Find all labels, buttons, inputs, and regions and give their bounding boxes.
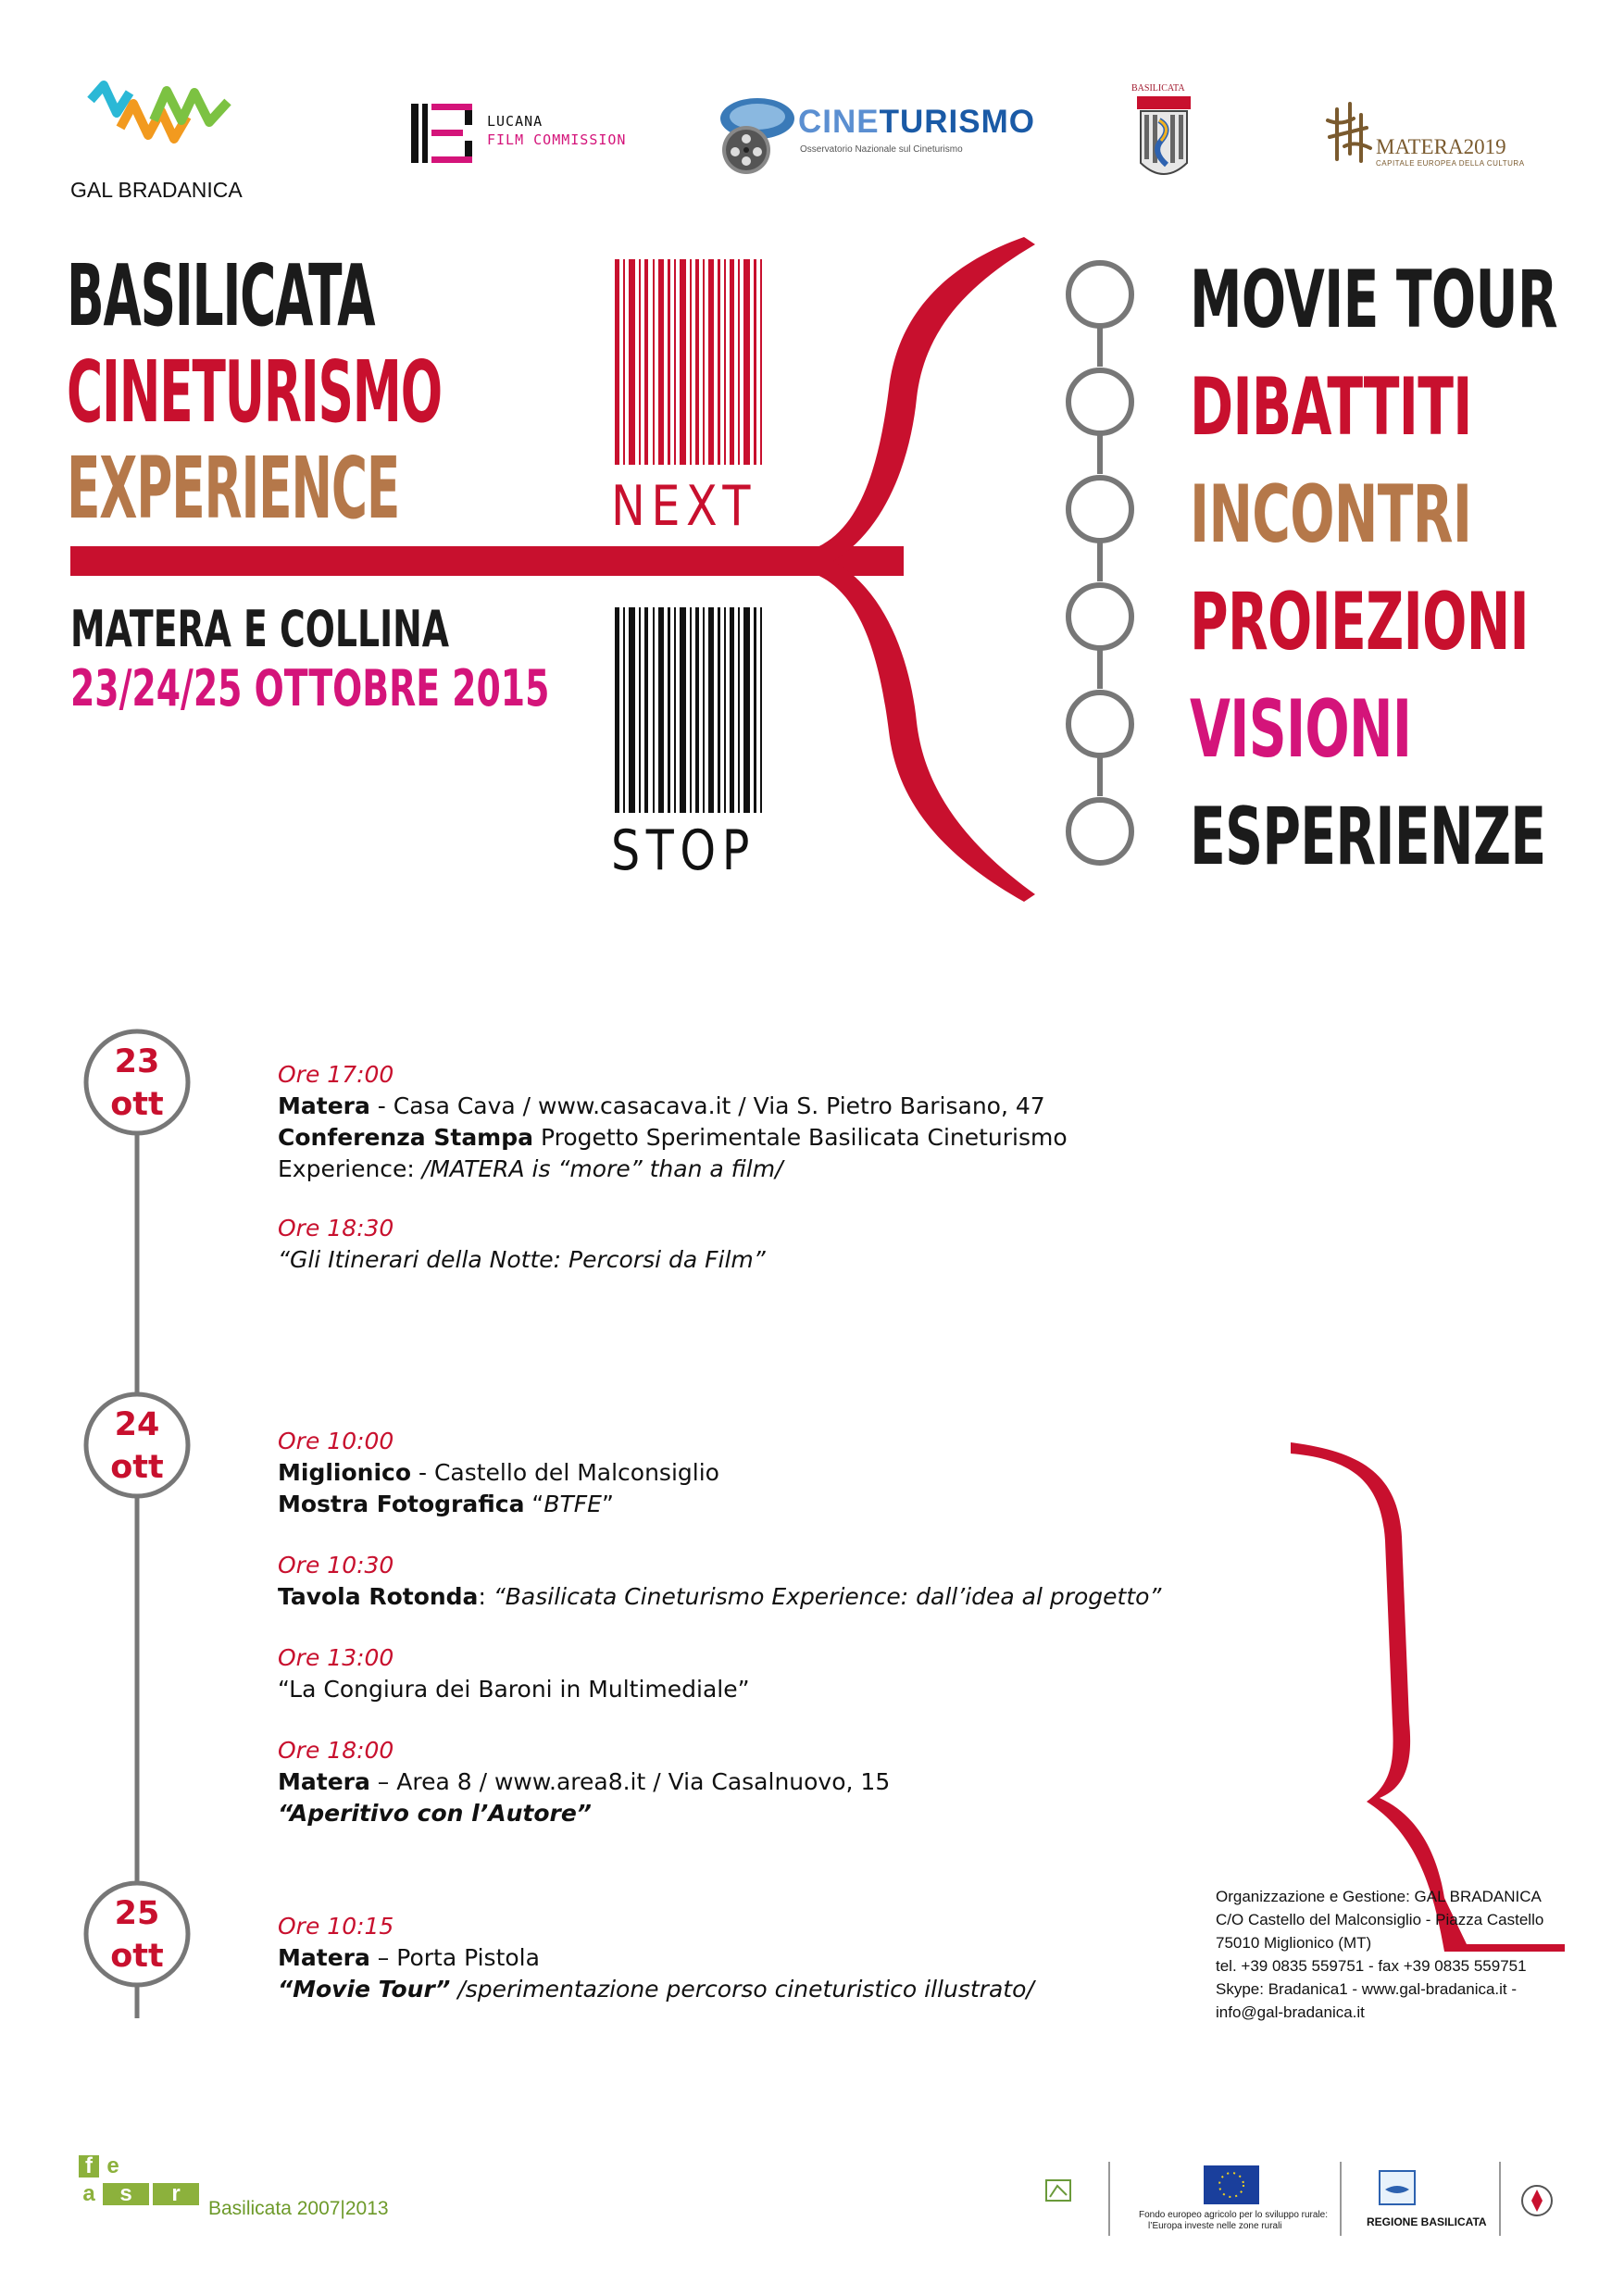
event-time: Ore 10:30	[278, 1552, 394, 1578]
eu-fund-text-2: l’Europa investe nelle zone rurali	[1148, 2221, 1282, 2231]
event-title-line	[278, 1122, 1068, 1154]
event-title-rest: Progetto Sperimentale Basilicata Cineturismo	[533, 1124, 1068, 1151]
event-sep: :	[478, 1583, 493, 1610]
event-time: Ore 17:00	[278, 1061, 394, 1088]
matera-title-a: MATERA	[1376, 135, 1464, 158]
cineturismo-title-a: CINE	[798, 104, 880, 140]
event-18-30	[278, 1213, 766, 1276]
event-place: Miglionico	[278, 1459, 412, 1486]
event-text: “Basilicata Cineturismo Experience: dall’idea al progetto”	[493, 1583, 1162, 1610]
eu-fund-text-1: Fondo europeo agricolo per lo sviluppo rurale:	[1139, 2210, 1329, 2220]
red-brace-bottom	[1291, 1442, 1565, 1952]
event-10-30	[278, 1550, 1161, 1613]
event-18-00	[278, 1735, 890, 1829]
feasr-letter-a: a	[79, 2183, 99, 2205]
event-place: Matera	[278, 1768, 370, 1795]
feasr-letter-r: r	[153, 2183, 199, 2205]
day-23-month: ott	[110, 1086, 164, 1123]
day-25-num: 25	[114, 1895, 160, 1932]
event-title-line	[278, 1489, 719, 1520]
next-label: NEXT	[611, 474, 757, 539]
title-experience: EXPERIENCE	[67, 439, 400, 538]
basilicata-crest-text: BASILICATA	[1131, 83, 1185, 94]
event-place-line	[278, 1457, 719, 1489]
contact-line: info@gal-bradanica.it	[1216, 2003, 1365, 2021]
day-24	[81, 1404, 193, 1489]
event-title: Tavola Rotonda	[278, 1583, 479, 1610]
leader-icon	[1046, 2180, 1070, 2201]
menu-incontri: INCONTRI	[1190, 468, 1472, 561]
event-place-rest: – Porta Pistola	[369, 1944, 540, 1971]
title-basilicata: BASILICATA	[67, 246, 375, 345]
timeline	[86, 1031, 188, 2018]
contact-line: 75010 Miglionico (MT)	[1216, 1934, 1372, 1952]
barcode-next	[615, 259, 762, 465]
day-23-num: 23	[114, 1043, 160, 1080]
event-17-00	[278, 1059, 1068, 1185]
location-text: MATERA E COLLINA	[70, 600, 450, 658]
contact-block	[1216, 1885, 1543, 2024]
barcode-stop	[615, 607, 762, 813]
event-title: Mostra Fotografica	[278, 1491, 525, 1517]
menu-movie-tour: MOVIE TOUR	[1190, 254, 1557, 346]
event-line3-b: /MATERA is “more” than a film/	[421, 1155, 783, 1182]
feasr-letter-s: s	[103, 2183, 149, 2205]
contact-line: Organizzazione e Gestione: GAL BRADANICA	[1216, 1888, 1542, 1905]
event-line3	[278, 1154, 1068, 1185]
menu-esperienze: ESPERIENZE	[1190, 791, 1546, 883]
event-title-line	[278, 1581, 1161, 1613]
event-title: Conferenza Stampa	[278, 1124, 534, 1151]
event-place-line	[278, 1942, 1034, 1974]
event-10-15	[278, 1911, 1034, 2005]
title-cineturismo: CINETURISMO	[67, 343, 442, 442]
feasr-letter-e: e	[103, 2155, 123, 2177]
feasr-caption: Basilicata 2007|2013	[208, 2198, 389, 2219]
event-place-rest: - Castello del Malconsiglio	[411, 1459, 719, 1486]
eu-footer-logos	[1037, 2152, 1555, 2238]
eu-flag-icon	[1204, 2165, 1259, 2204]
cineturismo-title-b: TURISMO	[879, 104, 1036, 140]
event-time: Ore 18:30	[278, 1215, 394, 1242]
day-25-month: ott	[110, 1938, 164, 1975]
day-23	[81, 1041, 193, 1126]
lucana-line2: FILM COMMISSION	[487, 131, 627, 148]
contact-line: C/O Castello del Malconsiglio - Piazza Castello	[1216, 1911, 1544, 1928]
event-place-line	[278, 1091, 1068, 1122]
event-text: “La Congiura dei Baroni in Multimediale”	[278, 1676, 750, 1703]
event-title-rest-c: ”	[601, 1491, 614, 1517]
gal-bradanica-caption: GAL BRADANICA	[70, 178, 243, 202]
contact-line: Skype: Bradanica1 - www.gal-bradanica.it -	[1216, 1980, 1518, 1998]
menu-proiezioni: PROIEZIONI	[1190, 576, 1530, 668]
dates-text: 23/24/25 OTTOBRE 2015	[70, 659, 550, 718]
event-time: Ore 10:00	[278, 1428, 394, 1454]
event-place: Matera	[278, 1092, 370, 1119]
event-title: “Movie Tour”	[278, 1976, 451, 2003]
event-place-rest: - Casa Cava / www.casacava.it / Via S. Pietro Barisano, 47	[369, 1092, 1045, 1119]
contact-line: tel. +39 0835 559751 - fax +39 0835 559751	[1216, 1957, 1527, 1975]
event-place: Matera	[278, 1944, 370, 1971]
menu-visioni: VISIONI	[1190, 683, 1412, 776]
event-place-line	[278, 1766, 890, 1798]
event-time: Ore 18:00	[278, 1737, 394, 1764]
event-line3-a: Experience:	[278, 1155, 422, 1182]
event-place-rest: – Area 8 / www.area8.it / Via Casalnuovo, 15	[369, 1768, 891, 1795]
event-text: “Gli Itinerari della Notte: Percorsi da Film”	[278, 1246, 766, 1273]
event-time: Ore 13:00	[278, 1644, 394, 1671]
day-24-month: ott	[110, 1449, 164, 1486]
event-title-rest: /sperimentazione percorso cineturistico illustrato/	[450, 1976, 1034, 2003]
feasr-letter-f: f	[79, 2155, 99, 2177]
cineturismo-subtitle: Osservatorio Nazionale sul Cineturismo	[800, 144, 963, 155]
regione-basilicata-label: REGIONE BASILICATA	[1367, 2215, 1487, 2228]
day-24-num: 24	[114, 1406, 160, 1443]
event-title-rest-a: “	[524, 1491, 544, 1517]
day-25	[81, 1892, 193, 1978]
menu-dibattiti: DIBATTITI	[1190, 361, 1472, 454]
matera-title-b: 2019	[1463, 135, 1506, 158]
matera-subtitle: CAPITALE EUROPEA DELLA CULTURA	[1376, 159, 1525, 168]
stop-label: STOP	[611, 818, 756, 883]
red-track-line	[70, 546, 904, 576]
event-time: Ore 10:15	[278, 1913, 394, 1940]
lucana-line1: LUCANA	[487, 113, 543, 130]
event-10-00	[278, 1426, 719, 1520]
stops-chain	[1068, 263, 1131, 863]
event-title-line	[278, 1974, 1034, 2005]
feasr-logo	[79, 2155, 412, 2220]
event-title: “Aperitivo con l’Autore”	[278, 1800, 592, 1827]
event-13-00	[278, 1642, 750, 1705]
event-title-rest-b: BTFE	[543, 1491, 602, 1517]
